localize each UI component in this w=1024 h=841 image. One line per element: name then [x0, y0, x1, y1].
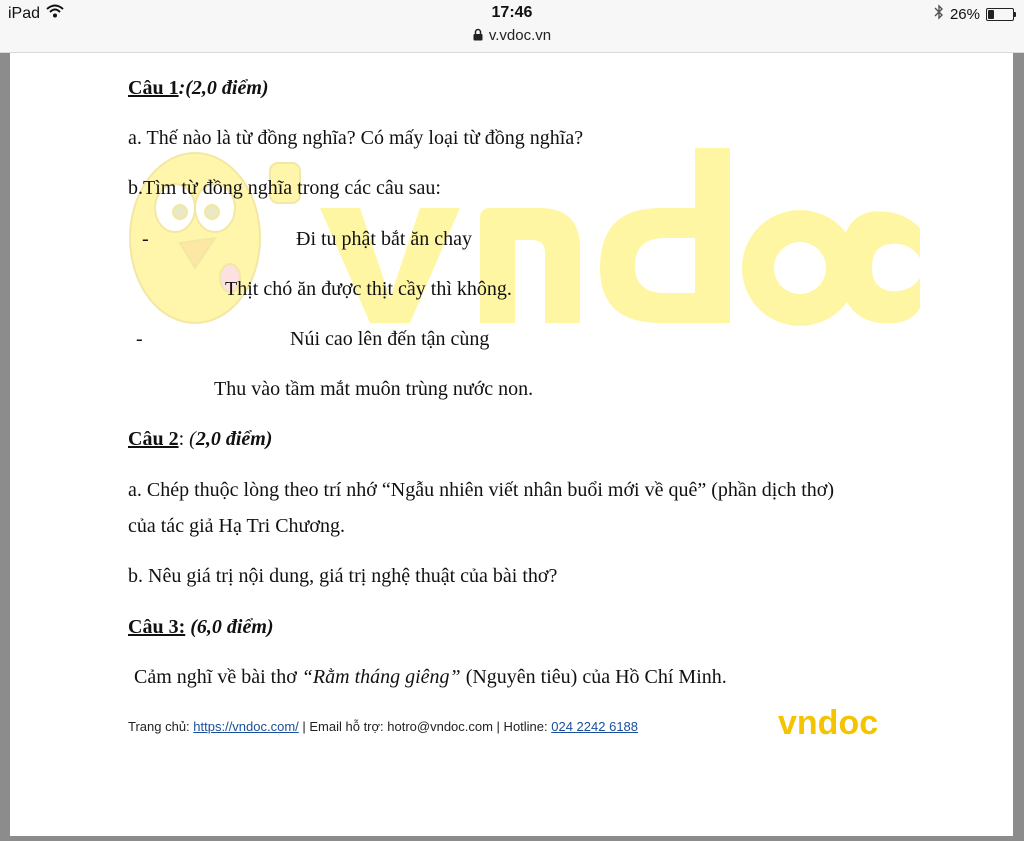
footer-email: | Email hỗ trợ: hotro@vndoc.com | Hotline:	[298, 719, 552, 734]
q2-part-b: b. Nêu giá trị nội dung, giá trị nghệ thuật của bài thơ?	[128, 565, 558, 587]
document-page	[10, 53, 1013, 836]
q2-part-a-line2: của tác giả Hạ Tri Chương.	[128, 515, 345, 537]
q3-label: Câu 3:	[128, 616, 186, 638]
address-bar[interactable]	[0, 27, 1024, 45]
q3-points: (6,0 điểm)	[185, 616, 274, 638]
q3-text	[134, 666, 727, 689]
q3-text-before: Cảm nghĩ về bài thơ	[134, 666, 302, 688]
q3-text-after: (Nguyên tiêu) của Hồ Chí Minh.	[460, 666, 727, 688]
q2-heading	[128, 428, 272, 451]
poem1-line2: Thịt chó ăn được thịt cầy thì không.	[225, 278, 512, 300]
q1-label: Câu 1	[128, 77, 179, 99]
footer-hotline-link[interactable]: 024 2242 6188	[551, 719, 639, 734]
poem2-dash: -	[136, 328, 143, 350]
q1-points: :(2,0 điểm)	[178, 77, 269, 99]
page-footer	[128, 719, 638, 734]
footer-home-link[interactable]: https://vndoc.com/	[193, 719, 299, 734]
poem1-dash: -	[142, 228, 149, 250]
poem1-line1: Đi tu phật bắt ăn chay	[296, 228, 473, 250]
status-right	[934, 4, 1014, 24]
clock: 17:46	[491, 4, 533, 21]
footer-home-label: Trang chủ:	[128, 719, 194, 734]
q3-heading	[128, 616, 274, 639]
poem2-line1: Núi cao lên đến tận cùng	[290, 328, 490, 350]
q1-heading	[128, 77, 269, 100]
battery-percent: 26%	[949, 5, 980, 23]
poem2-line2: Thu vào tầm mắt muôn trùng nước non.	[214, 378, 534, 400]
vndoc-logo	[778, 703, 898, 743]
q1-part-b: b.Tìm từ đồng nghĩa trong các câu sau:	[128, 177, 441, 199]
status-bar	[0, 0, 1024, 53]
bluetooth-icon	[934, 4, 944, 24]
url-text: v.vdoc.vn	[488, 27, 552, 44]
q2-part-a-line1: a. Chép thuộc lòng theo trí nhớ “Ngẫu nhiên viết nhân buổi mới về quê” (phần dịch thơ)	[128, 479, 835, 501]
device-name: iPad	[8, 4, 41, 22]
lock-icon	[473, 28, 483, 45]
logo-text: vndoc	[778, 704, 879, 742]
q2-separator: :	[178, 428, 190, 450]
q2-label: Câu 2	[128, 428, 179, 450]
q1-part-a: a. Thế nào là từ đồng nghĩa? Có mấy loại từ đồng nghĩa?	[128, 127, 584, 149]
battery-icon	[986, 8, 1014, 21]
q2-points: 2,0 điểm)	[195, 428, 273, 450]
q3-poem-title: “Rằm tháng giêng”	[301, 666, 461, 688]
q2-points-open: (	[189, 428, 196, 450]
